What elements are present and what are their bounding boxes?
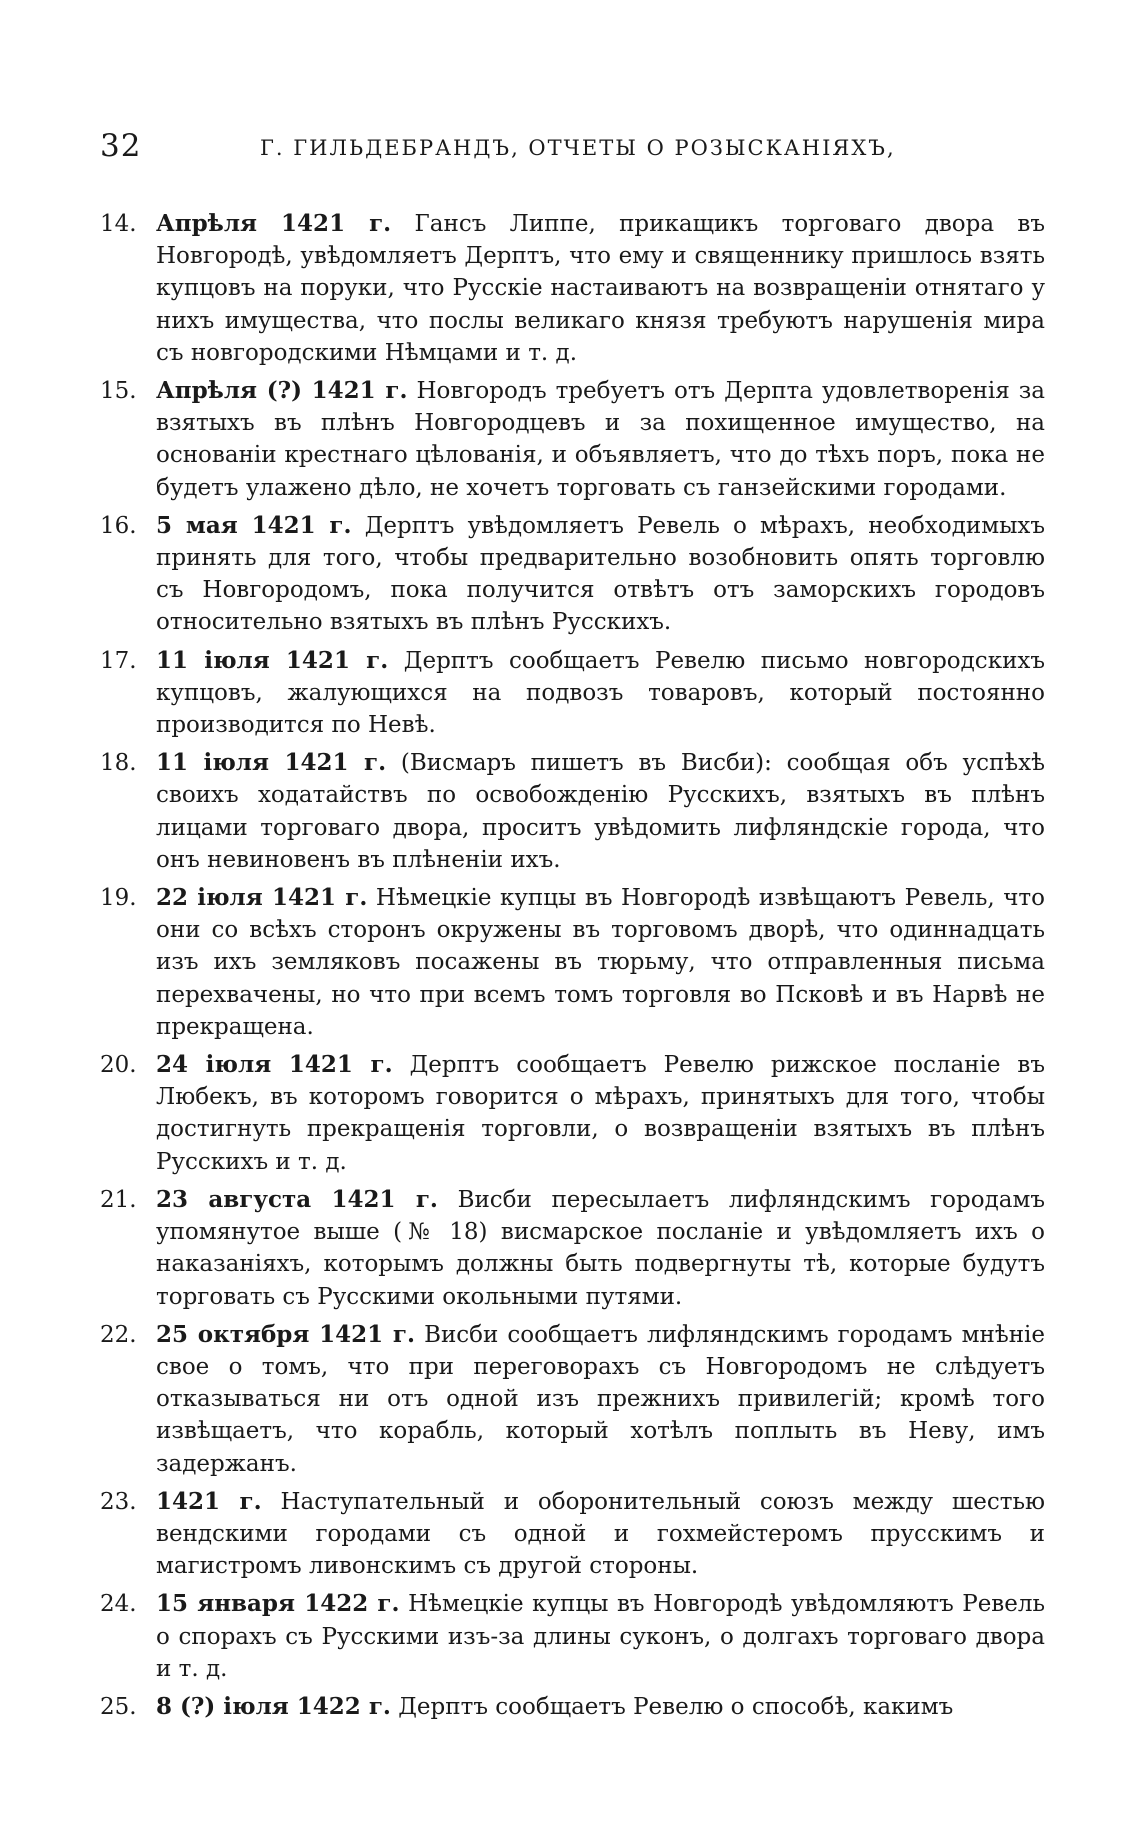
entry-number: 23. [100,1488,137,1515]
entry-17 [100,645,1045,742]
entry-number: 20. [100,1052,137,1079]
entry-text: Гансъ Липпе, прикащикъ торговаго двора въ Новгородѣ, увѣдомляетъ Дерптъ, что ему и священнику пришлось взять купцовъ на поруки, что Русскіе настаиваютъ на возвращеніи отнятаго у нихъ имущества, что послы великаго князя требуютъ нарушенія мира съ новгородскими Нѣмцами и т. д. [156,211,1045,366]
entry-text: Нѣмецкіе купцы въ Новгородѣ увѣдомляютъ Ревель о спорахъ съ Русскими изъ-за длины суконъ, о долгахъ торговаго двора и т. д. [156,1591,1045,1682]
entry-number: 17. [100,647,137,674]
entry-date: 8 (?) іюля 1422 г. [156,1692,391,1720]
entry-list [100,208,1045,1729]
entry-date: 25 октября 1421 г. [156,1320,415,1348]
entry-number: 15. [100,378,137,405]
entry-number: 22. [100,1321,137,1348]
entry-date: Апрѣля (?) 1421 г. [156,377,408,405]
entry-text: Дерптъ сообщаетъ Ревелю письмо новгородскихъ купцовъ, жалующихся на подвозъ товаровъ, который постоянно производится по Невѣ. [156,647,1046,739]
entry-number: 16. [100,512,137,539]
entry-number: 24. [100,1591,137,1618]
entry-number: 14. [100,211,137,237]
entry-25 [100,1691,1045,1723]
entry-text: Дерптъ сообщаетъ Ревелю рижское посланіе въ Любекъ, въ которомъ говорится о мѣрахъ, принятыхъ для того, чтобы достигнуть прекращенія торговли, о возвращеніи взятыхъ въ плѣнъ Русскихъ и т. д. [156,1052,1045,1175]
entry-number: 19. [100,885,137,912]
entry-number: 18. [100,750,137,777]
entry-19 [100,882,1045,1043]
page-header [100,128,1040,168]
entry-text: Наступательный и оборонительный союзъ между шестью вендскими городами съ одной и гохмейстеромъ прусскимъ и магистромъ ливонскимъ съ другой стороны. [156,1488,1046,1580]
entry-20 [100,1049,1045,1178]
entry-14 [100,208,1045,369]
entry-23 [100,1486,1045,1583]
entry-text: Висби сообщаетъ лифляндскимъ городамъ мнѣніе свое о томъ, что при переговорахъ съ Новгородомъ не слѣдуетъ отказываться ни отъ одной изъ прежнихъ привилегій; кромѣ того извѣщаетъ, что корабль, который хотѣлъ поплыть въ Неву, имъ задержанъ. [156,1321,1045,1477]
entry-text: Новгородъ требуетъ отъ Дерпта удовлетворенія за взятыхъ въ плѣнъ Новгородцевъ и за похищенное имущество, на основаніи крестнаго цѣлованія, и объявляетъ, что до тѣхъ поръ, пока не будетъ улажено дѣло, не хочетъ торговать съ ганзейскими городами. [156,378,1045,501]
entry-date: 24 іюля 1421 г. [156,1051,393,1079]
entry-date: 23 августа 1421 г. [156,1185,438,1213]
entry-number: 21. [100,1186,137,1213]
entry-text: Дерптъ увѣдомляетъ Ревель о мѣрахъ, необходимыхъ принять для того, чтобы предварительно возобновить опять торговлю съ Новгородомъ, пока получится отвѣтъ отъ заморскихъ городовъ относительно взятыхъ въ плѣнъ Русскихъ. [156,512,1046,636]
entry-date: 5 мая 1421 г. [156,511,352,539]
page-number: 32 [100,128,142,164]
entry-date: Апрѣля 1421 г. [156,210,392,237]
entry-18 [100,747,1045,876]
entry-15 [100,375,1045,504]
entry-22 [100,1319,1045,1480]
entry-16 [100,510,1045,639]
entry-number: 25. [100,1693,137,1720]
entry-text: Дерптъ сообщаетъ Ревелю о способѣ, какимъ [398,1693,954,1720]
entry-24 [100,1588,1045,1685]
entry-21 [100,1184,1045,1313]
entry-date: 11 іюля 1421 г. [156,749,387,777]
entry-date: 15 января 1422 г. [156,1590,400,1618]
entry-date: 1421 г. [156,1487,262,1515]
entry-text: Нѣмецкіе купцы въ Новгородѣ извѣщаютъ Ревель, что они со всѣхъ сторонъ окружены въ торговомъ дворѣ, что одиннадцать изъ ихъ земляковъ посажены въ тюрьму, что отправленныя письма перехвачены, но что при всемъ томъ торговля во Псковѣ и въ Нарвѣ не прекращена. [156,885,1045,1040]
entry-date: 11 іюля 1421 г. [156,646,389,674]
entry-date: 22 іюля 1421 г. [156,884,368,912]
running-title: Г. ГИЛЬДЕБРАНДЪ, ОТЧЕТЫ О РОЗЫСКАНІЯХЪ, [260,136,896,160]
entry-text: (Висмаръ пишетъ въ Висби): сообщая объ успѣхѣ своихъ ходатайствъ по освобожденію Русскихъ, взятыхъ въ плѣнъ лицами торговаго двора, проситъ увѣдомить лифляндскіе города, что онъ невиновенъ въ плѣненіи ихъ. [156,750,1045,873]
entry-text: Висби пересылаетъ лифляндскимъ городамъ упомянутое выше (№ 18) висмарское посланіе и увѣдомляетъ ихъ о наказаніяхъ, которымъ должны быть подвергнуты тѣ, которые будутъ торговать съ Русскими окольными путями. [156,1186,1045,1310]
